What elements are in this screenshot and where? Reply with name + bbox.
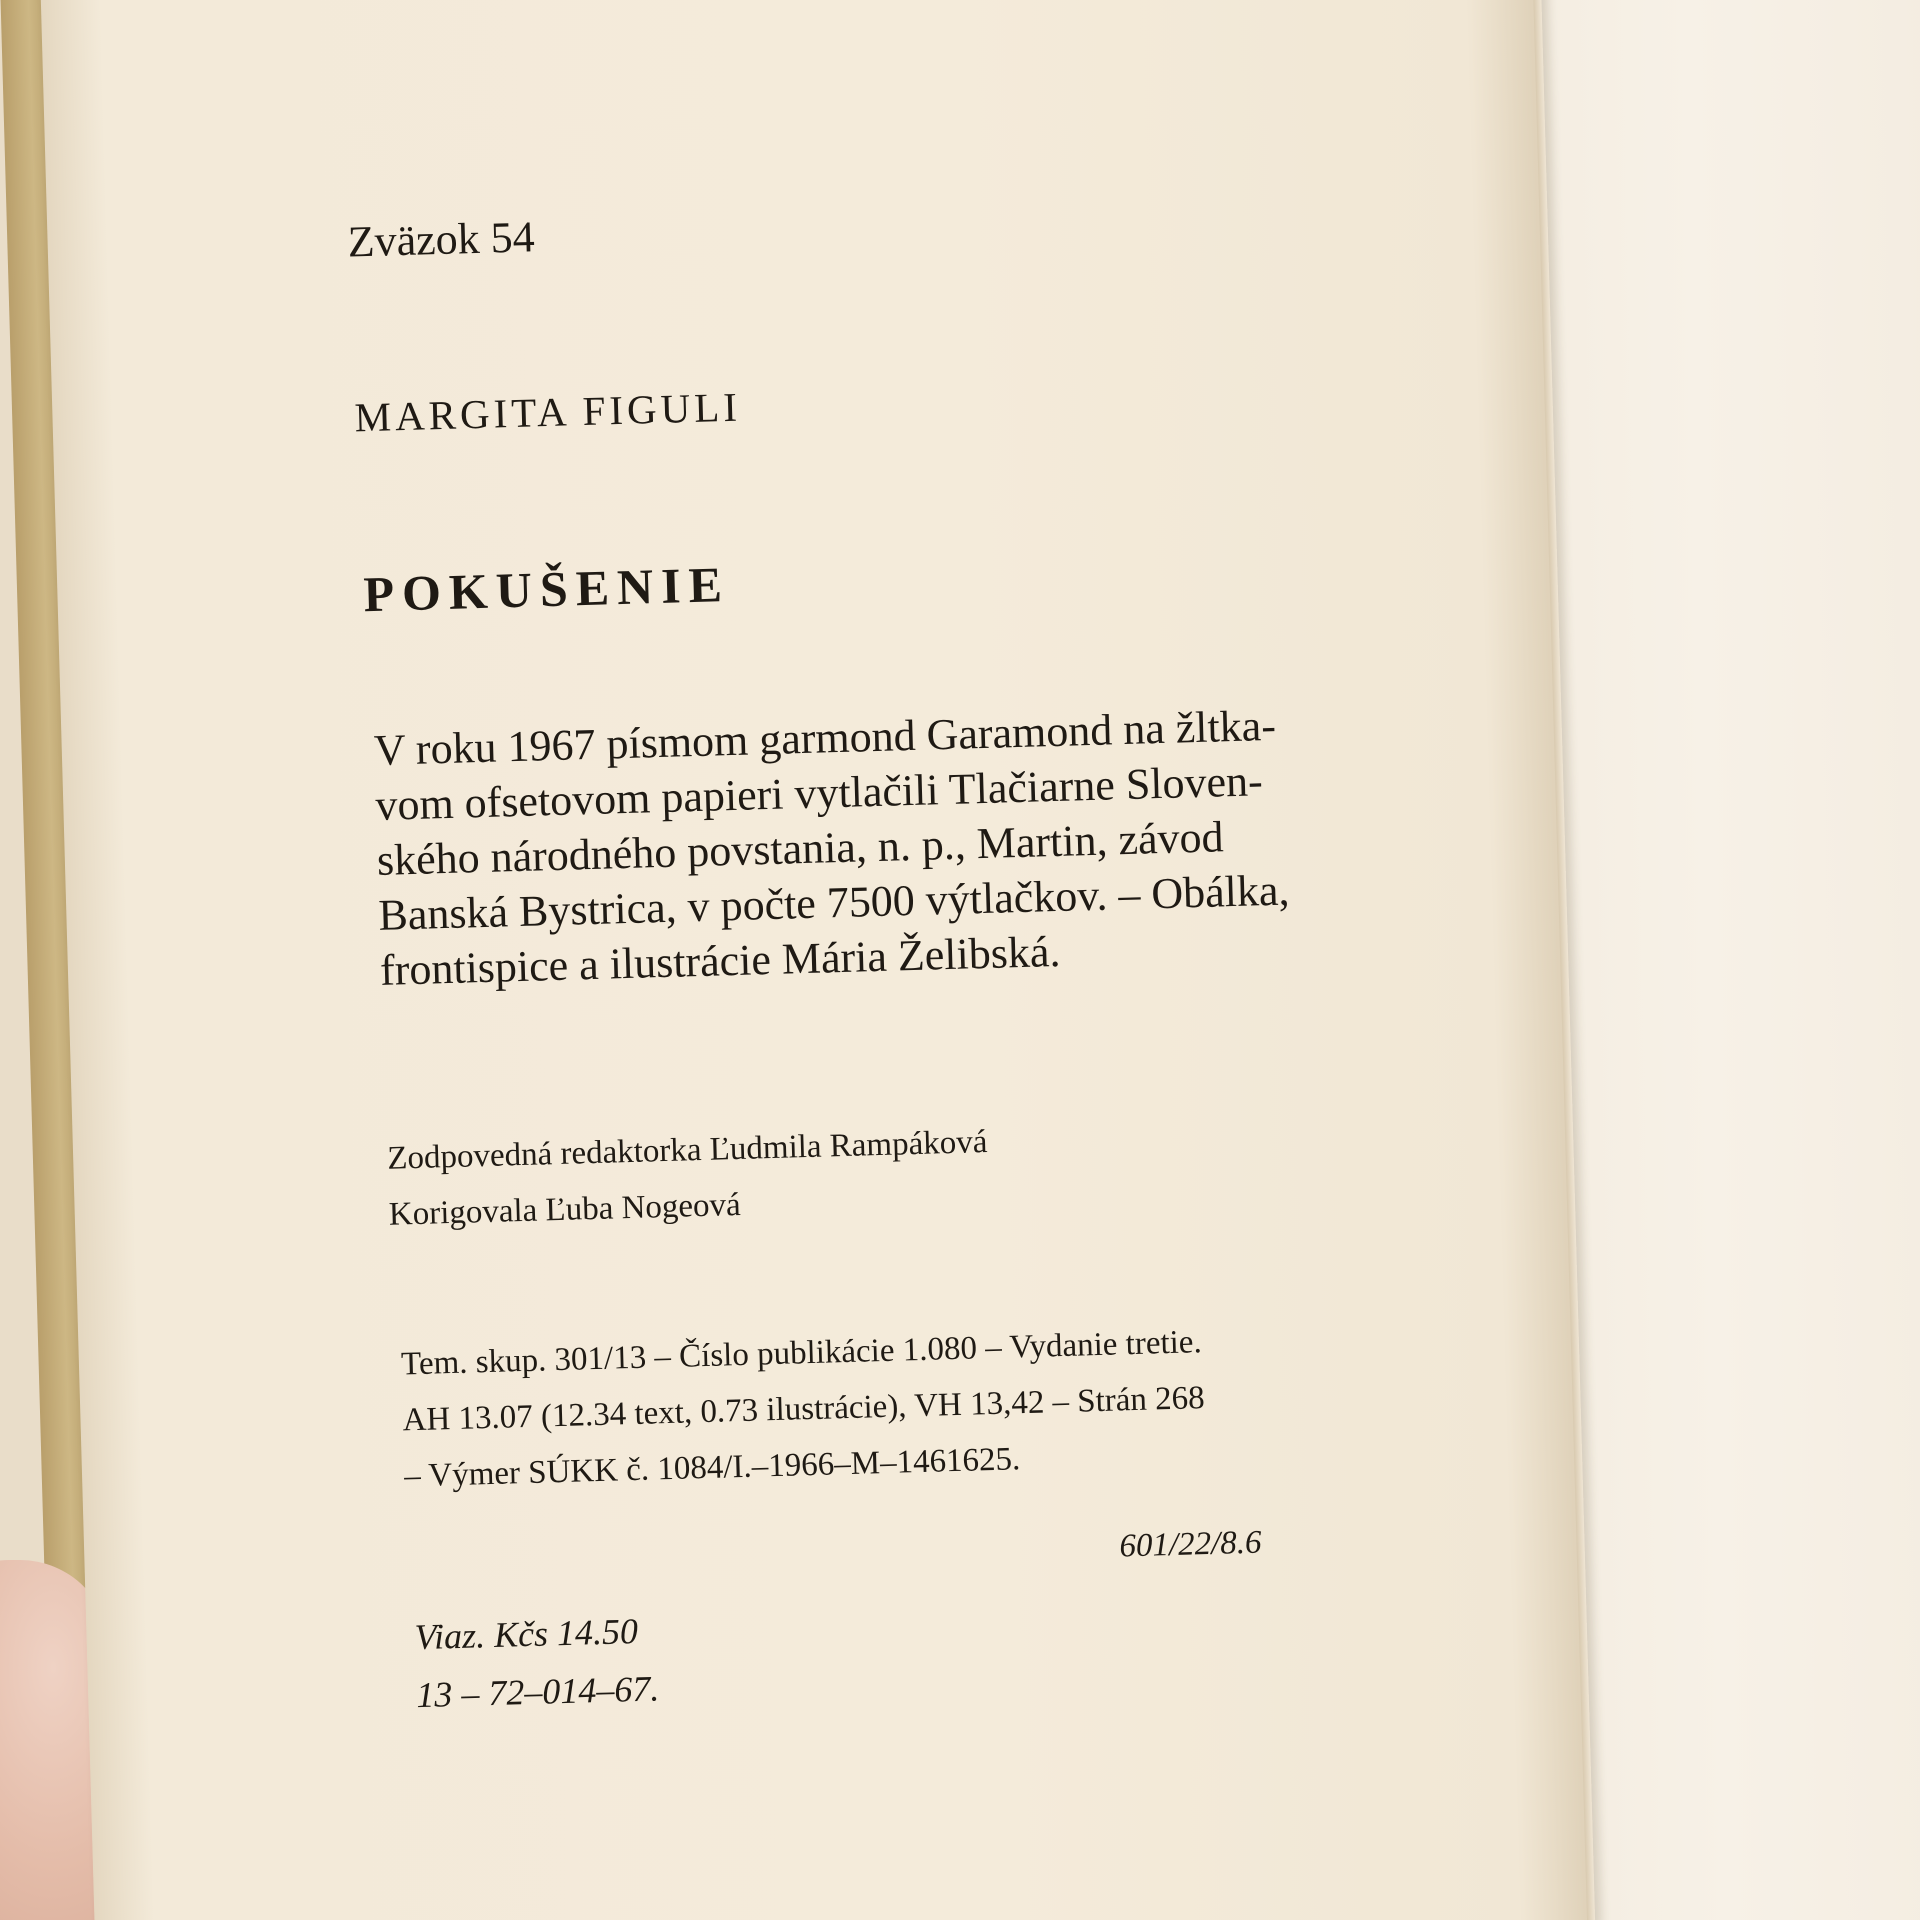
author-name: MARGITA FIGULI bbox=[353, 383, 742, 441]
editor-credit: Zodpovedná redaktorka Ľudmila Rampáková bbox=[386, 1124, 988, 1177]
price: Viaz. Kčs 14.50 bbox=[414, 1610, 639, 1658]
catalog-number: 13 – 72–014–67. bbox=[415, 1668, 660, 1716]
volume-number: Zväzok 54 bbox=[347, 212, 536, 267]
colophon-line: ského národného povstania, n. p., Martin, závod bbox=[376, 812, 1225, 885]
spec-line: Tem. skup. 301/13 – Číslo publikácie 1.080 – Vydanie tretie. bbox=[400, 1324, 1203, 1383]
colophon bbox=[373, 693, 1470, 998]
credits bbox=[387, 1114, 990, 1243]
book-page bbox=[40, 0, 1595, 1920]
book-title: POKUŠENIE bbox=[362, 555, 731, 623]
colophon-line: Banská Bystrica, v počte 7500 výtlačkov. – Obálka, bbox=[377, 865, 1291, 940]
proofreader-credit: Korigovala Ľuba Nogeová bbox=[388, 1186, 742, 1233]
page-text bbox=[40, 0, 1594, 1919]
print-code: 601/22/8.6 bbox=[1118, 1524, 1262, 1565]
colophon-line: V roku 1967 písmom garmond Garamond na žltka- bbox=[373, 700, 1277, 775]
colophon-line: vom ofsetovom papieri vytlačili Tlačiarne Sloven- bbox=[374, 756, 1264, 830]
spec-line: AH 13.07 (12.34 text, 0.73 ilustrácie), VH 13,42 – Strán 268 bbox=[402, 1380, 1206, 1439]
price-block bbox=[414, 1601, 660, 1724]
spec-line: – Výmer SÚKK č. 1084/I.–1966–M–1461625. bbox=[403, 1441, 1021, 1495]
publication-specs bbox=[400, 1314, 1207, 1504]
colophon-line: frontispice a ilustrácie Mária Želibská. bbox=[379, 926, 1062, 995]
